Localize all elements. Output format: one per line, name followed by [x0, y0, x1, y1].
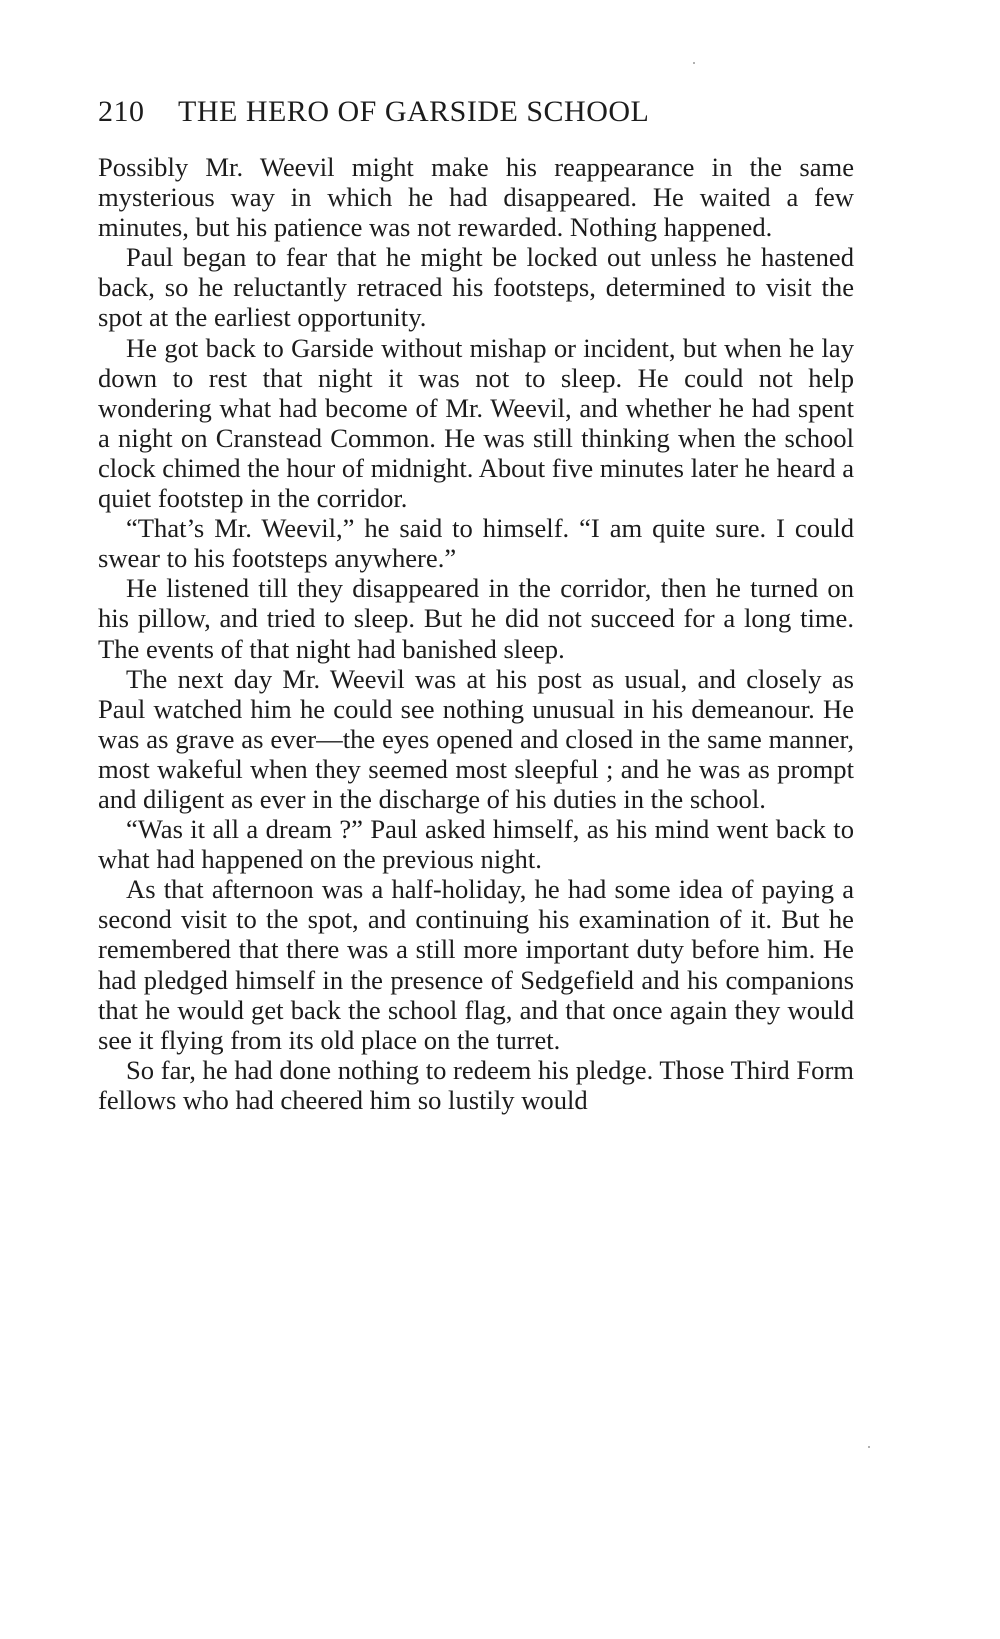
paragraph-2: Paul began to fear that he might be locked out unless he hastened back, so he reluctantly retraced his footsteps, determined to visit the spot at the earliest opportunity.: [98, 242, 854, 333]
paper-speck: [693, 62, 695, 64]
body-text: [98, 152, 854, 1115]
paper-speck: [868, 1446, 870, 1448]
paragraph-9: So far, he had done nothing to redeem his pledge. Those Third Form fellows who had cheered him so lustily would: [98, 1054, 854, 1115]
paragraph-5: He listened till they disappeared in the corridor, then he turned on his pillow, and tried to sleep. But he did not succeed for a long time. The events of that night had banished sleep.: [98, 573, 854, 664]
paragraph-3: He got back to Garside without mishap or incident, but when he lay down to rest that night it was not to sleep. He could not help wondering what had become of Mr. Weevil, and whether he had spent a night on Cranstead Common. He was still thinking when the school clock chimed the hour of midnight. About five minutes later he heard a quiet footstep in the corridor.: [98, 332, 854, 514]
page-number: 210: [98, 95, 145, 128]
paragraph-8: As that afternoon was a half-holiday, he had some idea of paying a second visit to the spot, and continuing his examination of it. But he remembered that there was a still more important duty before him. He had pledged himself in the presence of Sedgefield and his companions that he would get back the school flag, and that once again they would see it flying from its old place on the turret.: [98, 874, 854, 1055]
running-title: THE HERO OF GARSIDE SCHOOL: [178, 95, 650, 128]
paragraph-4: “That’s Mr. Weevil,” he said to himself. “I am quite sure. I could swear to his footsteps anywhere.”: [98, 513, 854, 574]
paragraph-1: Possibly Mr. Weevil might make his reappearance in the same mysterious way in which he had disappeared. He waited a few minutes, but his patience was not rewarded. Nothing happened.: [98, 152, 854, 243]
page-header: [98, 94, 758, 130]
paragraph-7: “Was it all a dream ?” Paul asked himself, as his mind went back to what had happened on the previous night.: [98, 814, 854, 875]
paragraph-6: The next day Mr. Weevil was at his post as usual, and closely as Paul watched him he could see nothing unusual in his demeanour. He was as grave as ever—the eyes opened and closed in the same manner, most wakeful when they seemed most sleepful ; and he was as prompt and diligent as ever in the discharge of his duties in the school.: [98, 663, 854, 814]
